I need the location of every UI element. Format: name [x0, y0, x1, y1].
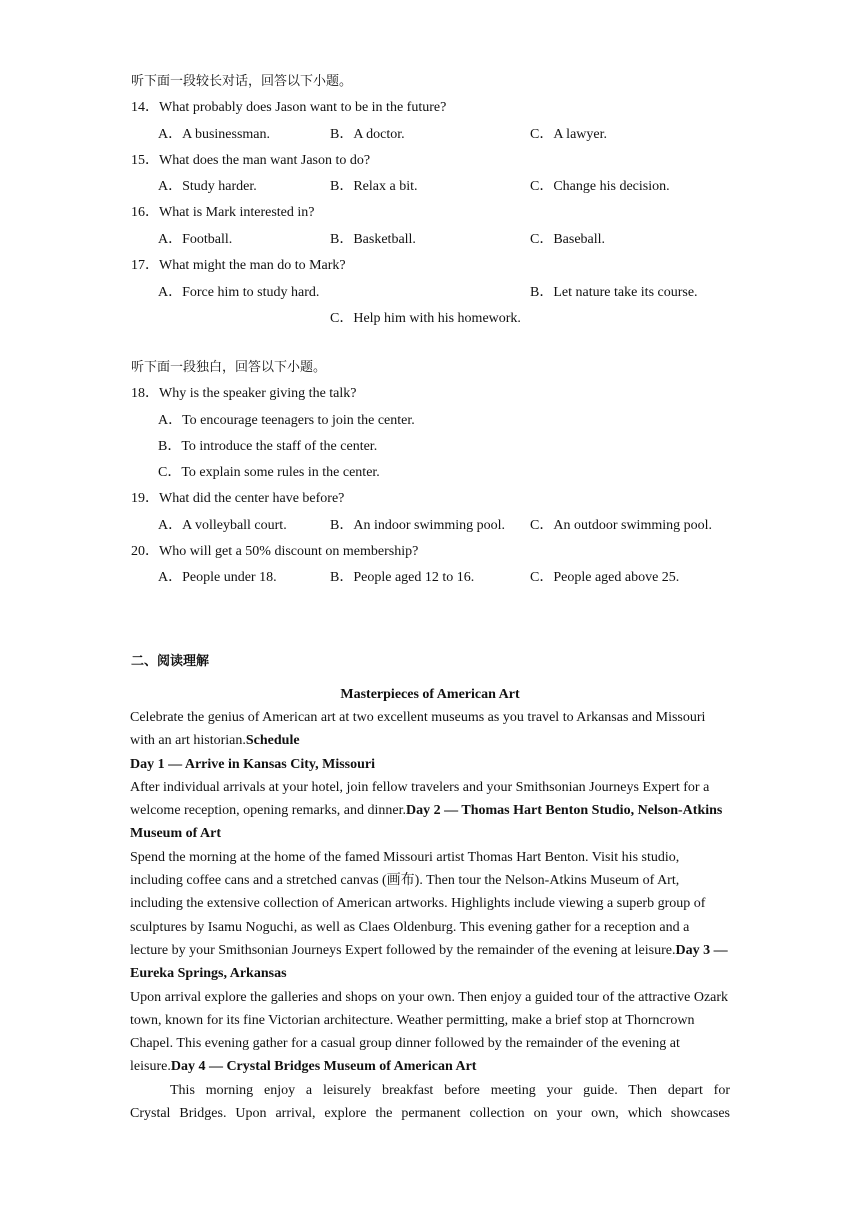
- day2-text: Spend the morning at the home of the famed Missouri artist Thomas Hart Benton. Visit his studio, including coffee cans and a stretched canvas (画布). Then tour the Nelson-Atkins Museum of Art, including the extensive collection of American artworks. Highlights include viewing a superb group of sculptures by Isamu Noguchi, as well as Claes Oldenburg. This evening gather for a reception and a lecture by your Smithsonian Journeys Expert followed by the remainder of the evening at leisure.: [130, 849, 706, 958]
- day2-paragraph: [130, 846, 730, 986]
- q16-option-a: A．Football.: [158, 232, 233, 247]
- day1-heading: Day 1 — Arrive in Kansas City, Missouri: [130, 756, 376, 772]
- day3-paragraph: [130, 986, 730, 1079]
- day2-heading: Day 2 — Thomas Hart Benton Studio, Nelson-Atkins Museum of Art: [130, 803, 723, 842]
- q17-option-b: B．Let nature take its course.: [530, 285, 698, 300]
- q16-option-c: C．Baseball.: [530, 232, 606, 247]
- q15-option-a: A．Study harder.: [158, 179, 257, 194]
- q14-option-a: A．A businessman.: [158, 127, 270, 142]
- dialogue-instruction: 听下面一段较长对话，回答以下小题。: [131, 74, 353, 89]
- q20-option-c: C．People aged above 25.: [530, 570, 680, 585]
- q20-option-b: B．People aged 12 to 16.: [330, 570, 475, 585]
- q17-option-a: A．Force him to study hard.: [158, 285, 320, 300]
- q18-option-b: B．To introduce the staff of the center.: [158, 439, 378, 454]
- q19-option-b: B．An indoor swimming pool.: [330, 518, 506, 533]
- passage-title: Masterpieces of American Art: [340, 687, 520, 702]
- q15-option-b: B．Relax a bit.: [330, 179, 418, 194]
- day4-heading: Day 4 — Crystal Bridges Museum of American Art: [170, 1059, 477, 1075]
- question-18: 18．Why is the speaker giving the talk?: [131, 386, 357, 401]
- q14-option-c: C．A lawyer.: [530, 127, 607, 142]
- question-15: 15．What does the man want Jason to do?: [131, 153, 371, 168]
- q19-option-a: A．A volleyball court.: [158, 518, 287, 533]
- question-17: 17．What might the man do to Mark?: [131, 258, 346, 273]
- intro-text: Celebrate the genius of American art at two excellent museums as you travel to Arkansas and Missouri with an art historian.: [130, 710, 706, 749]
- schedule-label: Schedule: [245, 733, 300, 749]
- q19-option-c: C．An outdoor swimming pool.: [530, 518, 713, 533]
- section-heading: 二、阅读理解: [131, 654, 210, 669]
- question-19: 19．What did the center have before?: [131, 491, 345, 506]
- q20-option-a: A．People under 18.: [158, 570, 277, 585]
- q18-option-a: A．To encourage teenagers to join the center.: [158, 413, 415, 428]
- passage-body: [130, 706, 730, 1125]
- day3-heading: Day 3 — Eureka Springs, Arkansas: [130, 942, 728, 982]
- passage-intro: [130, 706, 730, 753]
- day1-text: After individual arrivals at your hotel, join fellow travelers and your Smithsonian Journeys Expert for a welcome reception, opening remarks, and dinner.: [130, 779, 710, 819]
- q14-option-b: B．A doctor.: [330, 127, 405, 142]
- q18-option-c: C．To explain some rules in the center.: [158, 465, 380, 480]
- day4-line-1: This morning enjoy a leisurely breakfast before meeting your guide. Then depart for: [170, 1082, 730, 1098]
- question-14: 14．What probably does Jason want to be in the future?: [131, 100, 447, 115]
- question-16: 16．What is Mark interested in?: [131, 205, 315, 220]
- day1-paragraph: [130, 776, 730, 846]
- q17-option-c: C．Help him with his homework.: [330, 311, 521, 326]
- q16-option-b: B．Basketball.: [330, 232, 416, 247]
- day3-text: Upon arrival explore the galleries and shops on your own. Then enjoy a guided tour of the attractive Ozark town, known for its fine Victorian architecture. Weather permitting, make a brief stop at Thorncrown Chapel. This evening gather for a casual group dinner followed by the remainder of the evening at leisure.: [130, 989, 729, 1075]
- question-20: 20．Who will get a 50% discount on membership?: [131, 544, 419, 559]
- day4-line-2: Crystal Bridges. Upon arrival, explore the permanent collection on your own, which showcases: [130, 1106, 730, 1122]
- monologue-instruction: 听下面一段独白，回答以下小题。: [131, 360, 327, 375]
- q15-option-c: C．Change his decision.: [530, 179, 670, 194]
